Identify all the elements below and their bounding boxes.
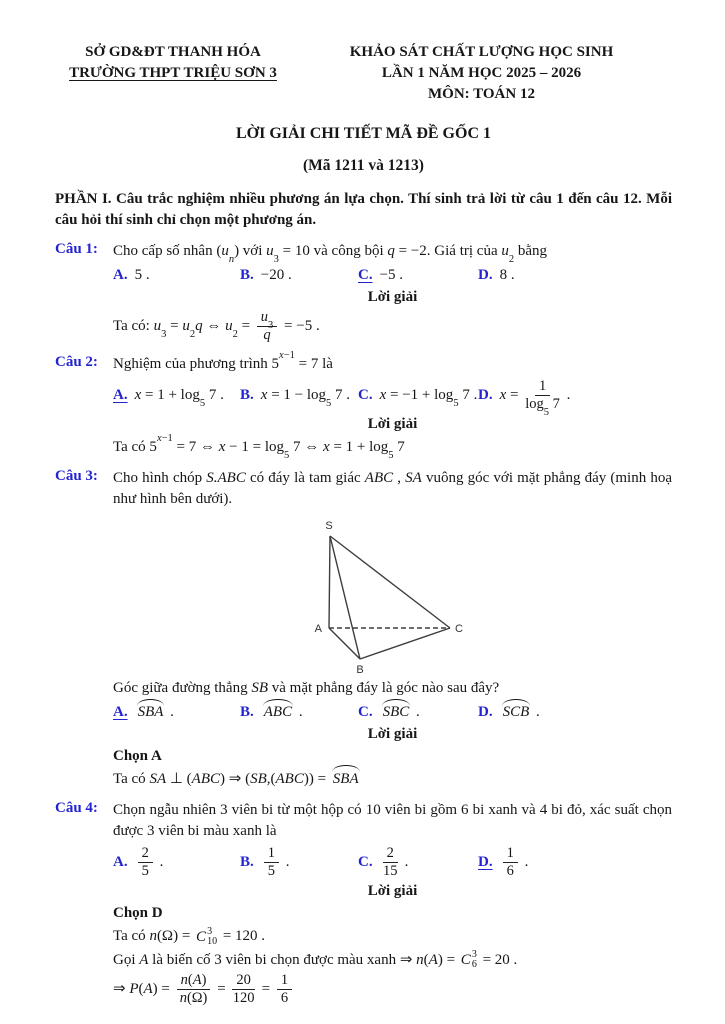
option-text: $x = 1 - \log_5 7$ . [260,387,351,409]
question-3 [55,468,672,790]
question-2 [55,350,672,461]
question-1-stem: Cho cấp số nhân $(u_n)$ với $u_3 = 10$ và công bội q = −2. Giá trị của $u_2$ bằng [113,243,548,265]
option-text: $\frac{2}{15}$ . [382,845,409,879]
edge-sb [330,536,360,659]
vertex-label-a: A [314,623,322,635]
edge-sc [330,536,450,628]
question-4 [55,800,672,1007]
school-block [55,42,291,105]
option-text: $x = -1 + \log_5 7$ . [379,387,478,409]
question-2-label: Câu 2: [55,354,98,370]
option-text: SBC . [380,702,420,723]
question-3-stem2: Góc giữa đường thẳng SB và mặt phẳng đáy là góc nào sau đây? [113,680,500,696]
question-4-solution-3: ⇒ P(A) = $\frac{n(A)}{n(\Omega)}$ = $\frac{20}{120}$ = $\frac{1}{6}$ [113,972,672,1007]
option-text: −20 . [260,267,292,283]
option-letter: C. [358,387,373,403]
option-text: 8 . [499,267,515,283]
option-c [358,385,478,409]
solution-heading: Lời giải [367,289,418,305]
question-3-options [113,702,672,723]
option-text: SCB . [500,702,540,723]
question-3-stem: Cho hình chóp S.ABC có đáy là tam giác ABC , SA vuông góc với mặt phẳng đáy (minh hoạ như hình bên dưới). [113,470,672,507]
option-text: 5 . [134,267,150,283]
option-text: SBA . [135,702,174,723]
option-letter: B. [240,267,254,283]
question-3-solution: Ta có SA ⊥ (ABC) ⇒ (SB,(ABC)) = SBA [113,768,672,790]
question-4-solution-1: Ta có n(Ω) = C 3 10 = 120 . [113,925,266,947]
exam-title: KHẢO SÁT CHẤT LƯỢNG HỌC SINH [349,44,614,60]
solution-heading: Lời giải [367,726,418,742]
option-a [113,702,240,723]
option-a [113,385,240,409]
question-2-stem: Nghiệm của phương trình $5^{x-1} = 7$ là [113,350,333,372]
option-c [358,265,478,286]
option-text: $\frac{2}{5}$ . [135,845,164,880]
solution-heading: Lời giải [367,883,418,899]
part1-heading: PHẦN I. Câu trắc nghiệm nhiều phương án lựa chọn. Thí sinh trả lời từ câu 1 đến câu 12. Mỗi câu hỏi thí sinh chỉ chọn một phương án. [55,191,672,228]
pyramid-svg [293,516,483,676]
question-2-options [113,378,672,418]
question-1-body [113,241,672,344]
option-b [240,265,358,286]
question-1-options [113,265,672,286]
option-text: −5 . [379,267,404,283]
option-letter: D. [478,704,493,720]
option-text: x = $\frac{1}{\log_5 7}$ . [499,378,571,418]
exam-subject: MÔN: TOÁN 12 [428,86,535,102]
option-letter: A. [113,267,128,283]
option-c [358,845,478,880]
question-4-options [113,845,672,880]
question-3-label: Câu 3: [55,468,98,484]
department-name: SỞ GD&ĐT THANH HÓA [85,44,261,60]
question-4-body [113,800,672,1007]
chosen-answer: Chọn D [113,905,163,921]
option-letter: B. [240,854,254,870]
option-letter: D. [478,854,493,870]
option-letter: A. [113,387,128,403]
option-b [240,845,358,880]
option-a [113,845,240,880]
question-1 [55,241,672,344]
option-letter: B. [240,387,254,403]
edge-bc [360,628,450,659]
option-b [240,385,358,409]
option-c [358,702,478,723]
option-d [478,702,672,723]
option-d [478,378,672,418]
option-b [240,702,358,723]
question-2-solution: Ta có $5^{x-1} = 7$ ⇔ $x - 1 = \log_5 7$ ⇔ $x = 1 + \log_5 7$ [113,433,405,461]
option-text: $\frac{1}{5}$ . [261,845,290,880]
option-d [478,845,672,880]
option-letter: A. [113,854,128,870]
question-1-solution: Ta có: $u_3 = u_2q$ ⇔ $u_2$ = $\frac{u_3}{q}$ = −5 . [113,309,320,343]
vertex-label-b: B [356,664,364,676]
header [55,42,672,105]
option-text: $\frac{1}{6}$ . [500,845,529,880]
option-d [478,265,672,286]
question-1-label: Câu 1: [55,241,98,257]
solution-heading: Lời giải [367,416,418,432]
vertex-label-c: C [455,623,463,635]
chosen-answer: Chọn A [113,748,162,764]
option-text: $x = 1 + \log_5 7$ . [134,387,224,409]
edge-ab [329,628,360,659]
option-letter: D. [478,267,493,283]
option-letter: D. [478,387,493,403]
question-4-label: Câu 4: [55,800,98,816]
page-subtitle: (Mã 1211 và 1213) [303,157,424,174]
option-letter: C. [358,704,373,720]
option-letter: B. [240,704,254,720]
question-4-stem: Chọn ngẫu nhiên 3 viên bi từ một hộp có 10 viên bi gồm 6 bi xanh và 4 bi đỏ, xác suất chọn được 3 viên bi màu xanh là [113,802,672,839]
option-letter: C. [358,854,373,870]
option-a [113,265,240,286]
option-text: ABC . [261,702,303,723]
question-3-body [113,468,672,790]
option-letter: A. [113,704,128,720]
question-2-body [113,350,672,461]
exam-round: LẦN 1 NĂM HỌC 2025 – 2026 [381,65,582,81]
option-letter: C. [358,267,373,283]
school-name: TRƯỜNG THPT TRIỆU SƠN 3 [69,65,277,81]
vertex-label-s: S [325,520,333,532]
pyramid-figure [293,516,672,676]
question-4-solution-2: Gọi A là biến cố 3 viên bi chọn được màu xanh ⇒ n(A) = C 3 6 = 20 . [113,949,518,971]
edge-sa [329,536,330,628]
exam-block [291,42,672,105]
page-title: LỜI GIẢI CHI TIẾT MÃ ĐỀ GỐC 1 [235,125,491,142]
